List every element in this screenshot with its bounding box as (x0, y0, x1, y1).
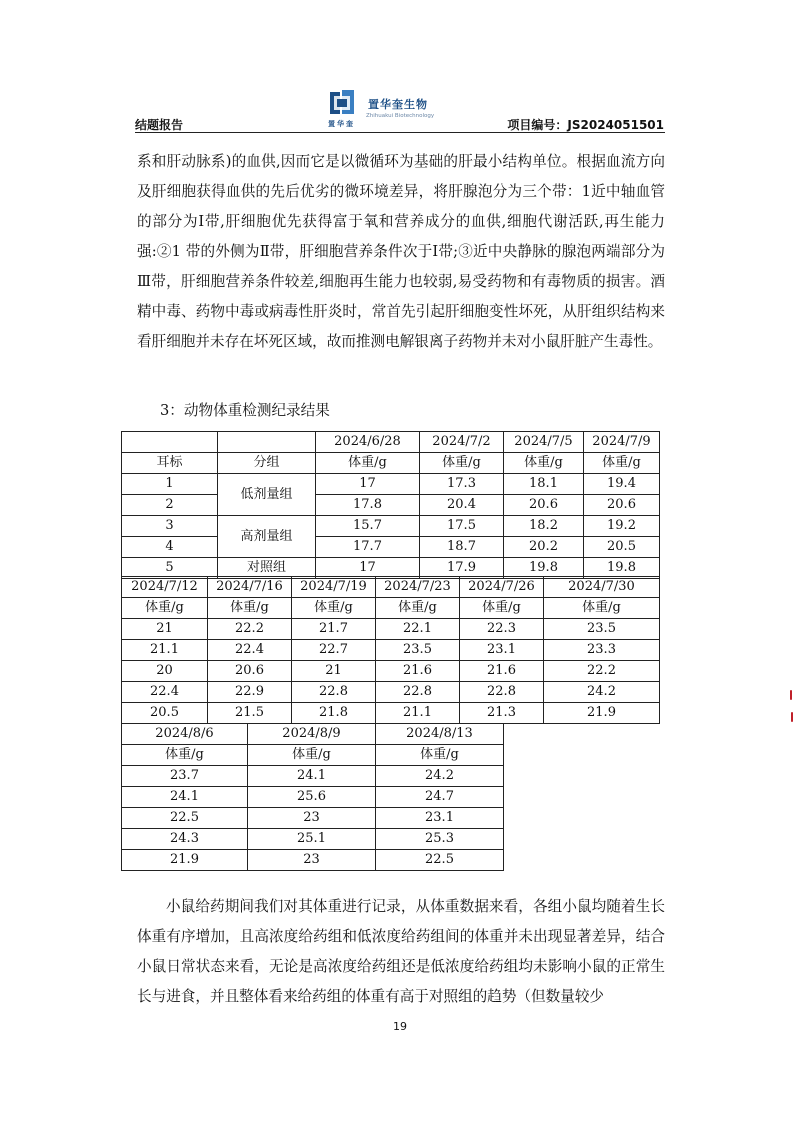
table-row (122, 432, 660, 453)
unit-header: 体重/g (460, 598, 544, 619)
date-header: 2024/7/12 (122, 577, 208, 598)
table-cell: 17.7 (316, 537, 420, 558)
table-cell: 17 (316, 474, 420, 495)
table-cell (218, 432, 316, 453)
table-cell: 24.2 (544, 682, 660, 703)
table-cell: 20.6 (208, 661, 292, 682)
unit-header: 体重/g (420, 453, 504, 474)
unit-header: 体重/g (504, 453, 584, 474)
table-cell: 17.8 (316, 495, 420, 516)
body-paragraph-1: 系和肝动脉系)的血供,因而它是以微循环为基础的肝最小结构单位。根据血流方向及肝细胞获得血供的先后优劣的微环境差异，将肝腺泡分为三个带：1近中轴血管的部分为Ⅰ带,肝细胞优先获得富于氧和营养成分的血供,细胞代谢活跃,再生能力强:②1 带的外侧为Ⅱ带，肝细胞营养条件次于Ⅰ带;③近中央静脉的腺泡两端部分为Ⅲ带，肝细胞营养条件较差,细胞再生能力也较弱,易受药物和有毒物质的损害。酒精中毒、药物中毒或病毒性肝炎时，常首先引起肝细胞变性坏死，从肝组织结构来看肝细胞并未存在坏死区域，故而推测电解银离子药物并未对小鼠肝脏产生毒性。 (137, 153, 665, 350)
section-title: 3：动物体重检测纪录结果 (160, 402, 330, 419)
table-row (122, 619, 660, 640)
table-cell: 21.5 (208, 703, 292, 724)
table-cell: 20 (122, 661, 208, 682)
table-row (122, 682, 660, 703)
table-cell: 20.4 (420, 495, 504, 516)
date-header: 2024/7/23 (376, 577, 460, 598)
table-cell: 17.3 (420, 474, 504, 495)
table-row (122, 661, 660, 682)
table-row (122, 516, 660, 537)
ear-tag: 1 (122, 474, 218, 495)
table-row (122, 495, 660, 516)
unit-header: 体重/g (376, 598, 460, 619)
table-cell: 18.1 (504, 474, 584, 495)
report-title: 结题报告 (135, 118, 184, 132)
group-label: 对照组 (218, 558, 316, 579)
unit-header: 体重/g (122, 745, 248, 766)
table-cell: 24.2 (376, 766, 504, 787)
weight-table-1 (121, 431, 660, 579)
unit-header: 体重/g (544, 598, 660, 619)
date-header: 2024/7/19 (292, 577, 376, 598)
table-cell: 21.3 (460, 703, 544, 724)
table-cell: 23.5 (376, 640, 460, 661)
table-row (122, 724, 504, 745)
table-cell: 23 (248, 808, 376, 829)
table-cell: 18.2 (504, 516, 584, 537)
table-row (122, 453, 660, 474)
header-divider (135, 132, 665, 133)
table-cell: 22.4 (208, 640, 292, 661)
table-cell: 21.7 (292, 619, 376, 640)
group-label: 低剂量组 (218, 474, 316, 516)
table-cell: 19.8 (584, 558, 660, 579)
table-cell: 21.6 (460, 661, 544, 682)
table-cell: 17.9 (420, 558, 504, 579)
table-cell: 22.8 (292, 682, 376, 703)
date-header: 2024/7/30 (544, 577, 660, 598)
table-cell: 22.8 (460, 682, 544, 703)
table-cell: 25.3 (376, 829, 504, 850)
date-header: 2024/7/9 (584, 432, 660, 453)
table-cell: 22.8 (376, 682, 460, 703)
table-cell: 19.8 (504, 558, 584, 579)
company-logo (328, 88, 448, 128)
table-cell: 19.4 (584, 474, 660, 495)
table-cell: 22.5 (122, 808, 248, 829)
table-row (122, 808, 504, 829)
table-cell: 24.7 (376, 787, 504, 808)
logo-name: 置华奎生物 (368, 98, 428, 111)
unit-header: 体重/g (248, 745, 376, 766)
table-cell: 22.4 (122, 682, 208, 703)
table-cell: 18.7 (420, 537, 504, 558)
unit-header: 体重/g (208, 598, 292, 619)
ear-tag: 4 (122, 537, 218, 558)
table-cell: 21.9 (122, 850, 248, 871)
table-cell: 24.1 (248, 766, 376, 787)
date-header: 2024/8/9 (248, 724, 376, 745)
group-label: 高剂量组 (218, 516, 316, 558)
table-cell: 21 (292, 661, 376, 682)
date-header: 2024/7/16 (208, 577, 292, 598)
margin-mark (791, 712, 793, 722)
weight-table-3 (121, 723, 504, 871)
table-cell: 23.5 (544, 619, 660, 640)
table-cell: 23.3 (544, 640, 660, 661)
table-row (122, 829, 504, 850)
date-header: 2024/7/5 (504, 432, 584, 453)
date-header: 2024/7/2 (420, 432, 504, 453)
table-cell: 17 (316, 558, 420, 579)
table-cell (122, 432, 218, 453)
margin-mark (790, 690, 792, 700)
table-cell: 20.5 (122, 703, 208, 724)
table-cell: 21.8 (292, 703, 376, 724)
table-cell: 23.1 (376, 808, 504, 829)
table-cell: 19.2 (584, 516, 660, 537)
unit-header: 体重/g (584, 453, 660, 474)
table-cell: 22.1 (376, 619, 460, 640)
table-row (122, 474, 660, 495)
project-number: 项目编号：JS2024051501 (507, 118, 664, 132)
date-header: 2024/8/13 (376, 724, 504, 745)
table-cell: 22.9 (208, 682, 292, 703)
date-header: 2024/6/28 (316, 432, 420, 453)
date-header: 2024/7/26 (460, 577, 544, 598)
table-cell: 24.1 (122, 787, 248, 808)
table-row (122, 598, 660, 619)
table-cell: 22.5 (376, 850, 504, 871)
col-header-group: 分组 (218, 453, 316, 474)
table-cell: 20.6 (504, 495, 584, 516)
table-row (122, 787, 504, 808)
table-row (122, 640, 660, 661)
table-cell: 21.6 (376, 661, 460, 682)
table-cell: 20.6 (584, 495, 660, 516)
col-header-ear: 耳标 (122, 453, 218, 474)
table-row (122, 745, 504, 766)
table-cell: 21.1 (376, 703, 460, 724)
table-cell: 22.2 (544, 661, 660, 682)
table-cell: 21 (122, 619, 208, 640)
ear-tag: 3 (122, 516, 218, 537)
table-row (122, 766, 504, 787)
date-header: 2024/8/6 (122, 724, 248, 745)
table-cell: 23 (248, 850, 376, 871)
table-cell: 20.2 (504, 537, 584, 558)
unit-header: 体重/g (292, 598, 376, 619)
weight-table-2 (121, 576, 660, 724)
table-cell: 15.7 (316, 516, 420, 537)
table-cell: 21.1 (122, 640, 208, 661)
table-cell: 23.7 (122, 766, 248, 787)
logo-icon (328, 88, 356, 118)
body-paragraph-2: 小鼠给药期间我们对其体重进行记录，从体重数据来看，各组小鼠均随着生长体重有序增加，且高浓度给药组和低浓度给药组间的体重并未出现显著差异，结合小鼠日常状态来看，无论是高浓度给药组还是低浓度给药组均未影响小鼠的正常生长与进食，并且整体看来给药组的体重有高于对照组的趋势（但数量较少 (137, 898, 665, 1005)
table-cell: 21.9 (544, 703, 660, 724)
table-cell: 24.3 (122, 829, 248, 850)
unit-header: 体重/g (376, 745, 504, 766)
table-row (122, 703, 660, 724)
unit-header: 体重/g (316, 453, 420, 474)
table-cell: 22.3 (460, 619, 544, 640)
table-row (122, 577, 660, 598)
table-cell: 20.5 (584, 537, 660, 558)
ear-tag: 5 (122, 558, 218, 579)
table-cell: 23.1 (460, 640, 544, 661)
table-cell: 22.7 (292, 640, 376, 661)
table-row (122, 850, 504, 871)
table-cell: 17.5 (420, 516, 504, 537)
unit-header: 体重/g (122, 598, 208, 619)
logo-sub: 置华奎 (328, 120, 355, 128)
table-cell: 25.1 (248, 829, 376, 850)
table-row (122, 537, 660, 558)
ear-tag: 2 (122, 495, 218, 516)
logo-english: Zhihuakui Biotechnology (366, 113, 435, 119)
table-cell: 22.2 (208, 619, 292, 640)
table-cell: 25.6 (248, 787, 376, 808)
page-number: 19 (393, 1020, 407, 1033)
